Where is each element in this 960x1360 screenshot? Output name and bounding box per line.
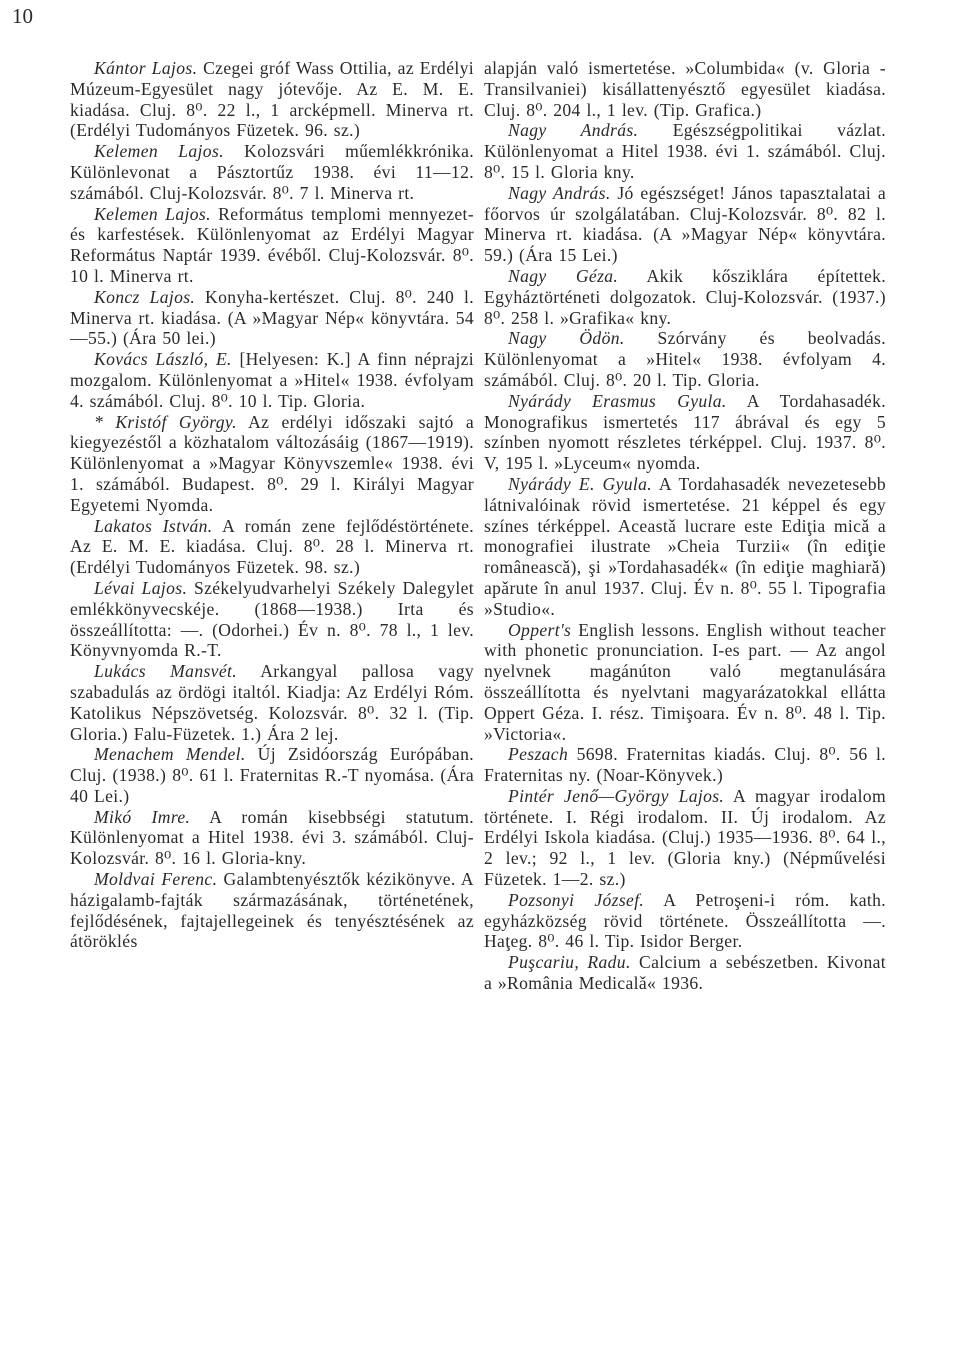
entry-author: Lévai Lajos. xyxy=(94,577,188,598)
entry-text: A román zene fejlődéstörténete. Az E. M. E. kiadása. Cluj. 8⁰. 28 l. Minerva rt. (Erdélyi Tudományos Füzetek. 98. sz.) xyxy=(70,515,474,578)
entry-author: Lakatos István. xyxy=(94,515,213,536)
entry-author: Koncz Lajos. xyxy=(94,286,196,307)
entry-text: Református templomi mennyezet- és karfestések. Különlenyomat az Erdélyi Magyar Református Naptár 1939. évéből. Cluj-Kolozsvár. 8⁰. 10 l. Minerva rt. xyxy=(70,203,474,286)
entry-author: Moldvai Ferenc. xyxy=(94,869,218,890)
entry-text: A Petroşeni-i róm. kath. egyházközség rövid története. Összeállította —. Haţeg. 8⁰. 46 l. Tip. Isidor Berger. xyxy=(484,889,886,952)
bibliography-entry xyxy=(484,474,886,620)
entry-text: [Helyesen: K.] A finn néprajzi mozgalom. Különlenyomat a »Hitel« 1938. évfolyam 4. számából. Cluj. 8⁰. 10 l. Tip. Gloria. xyxy=(70,349,474,411)
entry-text: Az erdélyi időszaki sajtó a kiegyezéstől a közhatalom változásáig (1867—1919). Különlenyomat a »Magyar Könyvszemle« 1938. évi 1. számából. Budapest. 8⁰. 29 l. Királyi Magyar Egyetemi Nyomda. xyxy=(70,411,474,515)
bibliography-entry xyxy=(484,328,886,390)
entry-author: Nagy András. xyxy=(508,182,611,203)
bibliography-entry xyxy=(70,141,474,203)
bibliography-entry xyxy=(70,807,474,869)
entry-author: Peszach xyxy=(508,744,569,765)
entry-author: Kovács László, E. xyxy=(94,349,232,370)
bibliography-entry xyxy=(484,890,886,952)
bibliography-entry xyxy=(484,183,886,266)
entry-text: Egészségpolitikai vázlat. Különlenyomat a Hitel 1938. évi 1. számából. Cluj. 8⁰. 15 l. Gloria kny. xyxy=(484,120,886,182)
entry-text: 5698. Fraternitas kiadás. Cluj. 8⁰. 56 l. Fraternitas ny. (Noar-Könyvek.) xyxy=(484,744,886,786)
entry-text: Új Zsidóország Európában. Cluj. (1938.) 8⁰. 61 l. Fraternitas R.-T nyomása. (Ára 40 Lei.) xyxy=(70,744,474,806)
bibliography-entry xyxy=(484,620,886,745)
entry-author: Puşcariu, Radu. xyxy=(508,952,631,973)
bibliography-entry xyxy=(70,58,474,141)
entry-text: Arkangyal pallosa vagy szabadulás az ördögi italtól. Kiadja: Az Erdélyi Róm. Katolikus Népszövetség. Kolozsvár. 8⁰. 32 l. (Tip. Gloria.) Falu-Füzetek. 1.) Ára 2 lej. xyxy=(70,661,474,744)
entry-text: Galambtenyésztők kézikönyve. A házigalamb-fajták származásának, történetének, fejlődésének, fajtajellegeinek és tenyésztésének az átöröklés xyxy=(70,869,474,952)
entry-author: Pintér Jenő—György Lajos. xyxy=(508,785,725,806)
bibliography-entry xyxy=(484,952,886,994)
entry-text: Székelyudvarhelyi Székely Dalegylet emlékkönyvecskéje. (1868—1938.) Irta és összeállította: —. (Odorhei.) Év n. 8⁰. 78 l., 1 lev. Könyvnyomda R.-T. xyxy=(70,577,475,661)
entry-author: Nyárády E. Gyula. xyxy=(508,473,653,494)
entry-author: Oppert's xyxy=(508,619,572,640)
bibliography-entry xyxy=(484,391,886,474)
entry-author: Nagy Géza. xyxy=(508,265,619,286)
bibliography-entry xyxy=(70,869,474,952)
bibliography-entry xyxy=(70,661,474,744)
bibliography-entry xyxy=(70,744,474,806)
entry-text: alapján való ismertetése. »Columbida« (v. Gloria - Transilvaniei) kisállattenyésztő egyesület kiadása. Cluj. 8⁰. 204 l., 1 lev. (Tip. Grafica.) xyxy=(484,58,886,120)
entry-text: A magyar irodalom története. I. Régi irodalom. II. Új irodalom. Az Erdélyi Iskola kiadása. (Cluj.) 1935—1936. 8⁰. 64 l., 2 lev.; 92 l., 1 lev. (Gloria kny.) (Népművelési Füzetek. 1—2. sz.) xyxy=(484,785,886,890)
left-column xyxy=(70,58,474,952)
entry-text: Konyha-kertészet. Cluj. 8⁰. 240 l. Minerva rt. kiadása. (A »Magyar Nép« könyvtára. 54—55.) (Ára 50 lei.) xyxy=(70,286,474,349)
entry-author: Pozsonyi József. xyxy=(508,889,645,910)
entry-text: A Tordahasadék. Monografikus ismertetés 117 ábrával és egy 5 színben nyomott részletes térképpel. Cluj. 1937. 8⁰. V, 195 l. »Lyceum« nyomda. xyxy=(484,390,886,474)
bibliography-entry xyxy=(484,266,886,328)
entry-text: A román kisebbségi statutum. Különlenyomat a Hitel 1938. évi 3. számából. Cluj-Kolozsvár. 8⁰. 16 l. Gloria-kny. xyxy=(70,806,474,869)
bibliography-entry xyxy=(70,204,474,287)
entry-text: Jó egészséget! János tapasztalatai a főorvos úr szolgálatában. Cluj-Kolozsvár. 8⁰. 82 l. Minerva rt. kiadása. (A »Magyar Nép« könyvtára. 59.) (Ára 15 Lei.) xyxy=(484,182,886,266)
entry-text: Calcium a sebészetben. Kivonat a »România Medicalǎ« 1936. xyxy=(484,952,886,994)
bibliography-entry xyxy=(484,58,886,120)
entry-text: Czegei gróf Wass Ottilia, az Erdélyi Múzeum-Egyesület nagy jótevője. Az E. M. E. kiadása. Cluj. 8⁰. 22 l., 1 arcképmell. Minerva rt. (Erdélyi Tudományos Füzetek. 96. sz.) xyxy=(70,58,474,141)
entry-author: * Kristóf György. xyxy=(94,411,237,432)
bibliography-entry xyxy=(70,516,474,578)
entry-text: English lessons. English without teacher with phonetic pronunciation. I-es part. — Az angol nyelvnek magánúton való megtanulására összeállította és nyelvtani magyarázatokkal ellátta Oppert Géza. I. rész. Timişoara. Év n. 8⁰. 48 l. Tip. »Victoria«. xyxy=(484,619,886,744)
entry-text: Akik kősziklára építettek. Egyháztörténeti dolgozatok. Cluj-Kolozsvár. (1937.) 8⁰. 258 l. »Grafika« kny. xyxy=(484,265,887,328)
entry-text: Kolozsvári műemlékkrónika. Különlevonat a Pásztortűz 1938. évi 11—12. számából. Cluj-Kolozsvár. 8⁰. 7 l. Minerva rt. xyxy=(70,141,474,203)
bibliography-entry xyxy=(70,349,474,411)
entry-author: Nagy Ödön. xyxy=(508,328,625,349)
bibliography-entry xyxy=(70,578,474,661)
right-column xyxy=(484,58,886,994)
entry-text: A Tordahasadék nevezetesebb látnivalóinak rövid ismertetése. 21 képpel és egy színes térképpel. Aceastǎ lucrare este Ediţia micǎ a monografiei ilustrate »Cheia Turzii« (în ediţie româneascǎ), şi »Tordahasadék« (în ediţie maghiarǎ) apǎrute în anul 1937. Cluj. Év n. 8⁰. 55 l. Tipografia »Studio«. xyxy=(484,473,886,619)
bibliography-entry xyxy=(484,786,886,890)
entry-author: Kelemen Lajos. xyxy=(94,141,224,162)
entry-text: Szórvány és beolvadás. Különlenyomat a »Hitel« 1938. évfolyam 4. számából. Cluj. 8⁰. 20 l. Tip. Gloria. xyxy=(484,328,886,390)
bibliography-entry xyxy=(70,287,474,349)
entry-author: Menachem Mendel. xyxy=(94,744,246,765)
entry-author: Lukács Mansvét. xyxy=(94,661,237,682)
bibliography-entry xyxy=(484,120,886,182)
bibliography-entry xyxy=(70,412,474,516)
entry-author: Kelemen Lajos. xyxy=(94,203,211,224)
entry-author: Nyárády Erasmus Gyula. xyxy=(508,390,727,411)
bibliography-entry xyxy=(484,744,886,786)
page-number: 10 xyxy=(12,4,33,28)
entry-author: Nagy András. xyxy=(508,120,639,141)
entry-author: Mikó Imre. xyxy=(94,806,191,827)
entry-author: Kántor Lajos. xyxy=(94,58,198,78)
